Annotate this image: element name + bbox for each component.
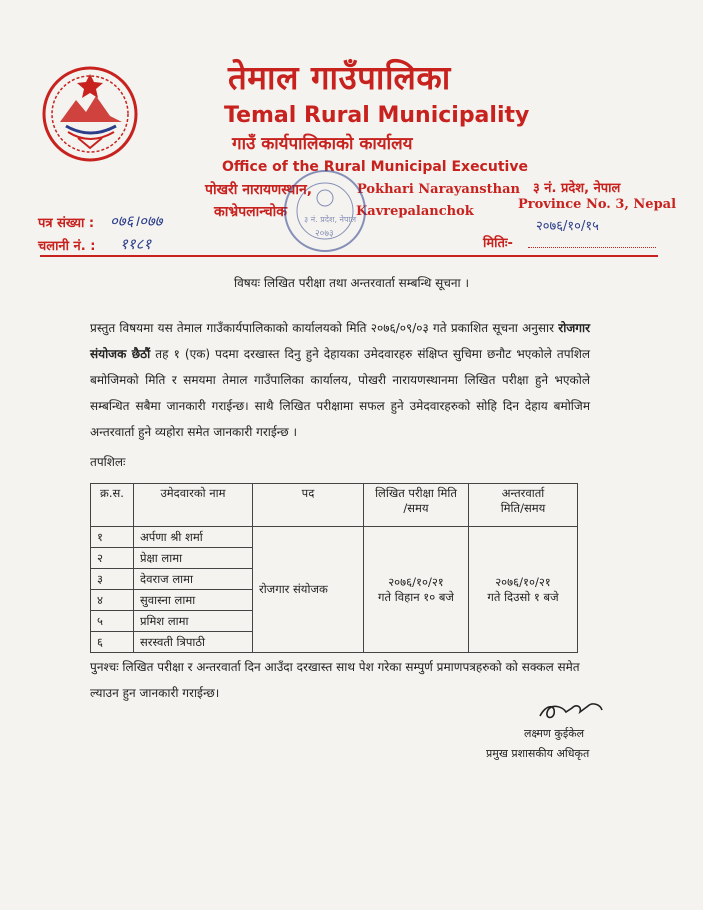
chalani-number-value: ११८१ (120, 235, 152, 253)
interview-time: गते दिउसो १ बजे (487, 589, 559, 604)
patra-number-label: पत्र संख्या : (38, 216, 95, 231)
paragraph-part-1: प्रस्तुत विषयमा यस तेमाल गाउँकार्यपालिकाको कार्यालयको मिति २०७६/०९/०३ गते प्रकाशित सूचना अनुसार (90, 321, 559, 335)
tapashil-label: तपशिलः (90, 455, 126, 469)
table-header-row (91, 484, 578, 527)
exam-date: २०७६/१०/२१ (388, 574, 444, 589)
exam-cell (364, 527, 469, 653)
chalani-number-label: चलानी नं. : (38, 239, 96, 254)
header-interview (469, 484, 578, 527)
office-title-en: Office of the Rural Municipal Executive (222, 159, 528, 175)
exam-time: गते विहान १० बजे (378, 589, 454, 604)
address-en: Pokhari Narayansthan (357, 182, 520, 197)
stamp-province: ३ नं. प्रदेश, नेपाल (304, 215, 357, 224)
row-sn: ४ (91, 590, 134, 611)
address-np: पोखरी नारायणस्थान, (205, 182, 313, 198)
row-sn: ५ (91, 611, 134, 632)
header-post: पद (253, 484, 364, 527)
stamp-circle-icon (282, 168, 368, 254)
handwritten-date: २०७६/१०/१५ (536, 219, 599, 234)
row-sn: २ (91, 548, 134, 569)
footnote: पुनश्चः लिखित परीक्षा र अन्तरवार्ता दिन आउँदा दरखास्त साथ पेश गरेका सम्पुर्ण प्रमाणपत्रहरुको को सक्कल समेत ल्याउन हुन जानकारी गराईन्छ। (90, 660, 580, 700)
header-exam (364, 484, 469, 527)
paragraph-bold-post: रोजगार संयोजक छैठौं (90, 321, 590, 361)
official-stamp (282, 168, 368, 254)
letterhead-divider (40, 255, 658, 257)
patra-number-value: ०७६।०७७ (110, 212, 163, 230)
notice-paragraph (90, 315, 590, 445)
header-name: उमेदवारको नाम (134, 484, 253, 527)
interview-cell (469, 527, 578, 653)
header-interview-line1: अन्तरवार्ता (501, 486, 545, 500)
municipality-title-en: Temal Rural Municipality (224, 103, 530, 128)
row-name: प्रेक्षा लामा (134, 548, 253, 569)
date-label: मितिः- (483, 236, 513, 251)
subject-line: विषयः लिखित परीक्षा तथा अन्तरवार्ता सम्बन्धि सूचना । (233, 276, 470, 290)
candidate-table (90, 483, 578, 653)
interview-date: २०७६/१०/२१ (495, 574, 551, 589)
row-sn: ६ (91, 632, 134, 653)
municipality-title-np: तेमाल गाउँपालिका (228, 58, 451, 97)
row-name: देवराज लामा (134, 569, 253, 590)
signatory-name: लक्ष्मण कुईकेल (524, 727, 585, 740)
table-row (91, 527, 578, 548)
row-name: सरस्वती त्रिपाठी (134, 632, 253, 653)
row-sn: ३ (91, 569, 134, 590)
header-exam-line2: /समय (403, 501, 429, 515)
district-en: Kavrepalanchok (356, 204, 474, 219)
signatory-title: प्रमुख प्रशासकीय अधिकृत (486, 747, 590, 760)
date-dotted-line (528, 236, 656, 248)
row-name: अर्पणा श्री शर्मा (134, 527, 253, 548)
office-title-np: गाउँ कार्यपालिकाको कार्यालय (232, 134, 413, 154)
district-np: काभ्रेपलान्चोक (214, 204, 288, 220)
municipality-emblem-icon (38, 60, 142, 168)
province-np: ३ नं. प्रदेश, नेपाल (533, 181, 621, 196)
stamp-year: २०७३ (315, 229, 334, 239)
row-sn: १ (91, 527, 134, 548)
signature-icon (536, 700, 606, 722)
header-sn: क्र.स. (91, 484, 134, 527)
row-name: प्रमिश लामा (134, 611, 253, 632)
header-exam-line1: लिखित परीक्षा मिति (375, 486, 457, 500)
row-name: सुवास्ना लामा (134, 590, 253, 611)
province-en: Province No. 3, Nepal (518, 197, 677, 212)
header-interview-line2: मिति/समय (500, 501, 546, 515)
paragraph-part-2: तह १ (एक) पदमा दरखास्त दिनु हुने देहायका उमेदवारहरु संक्षिप्त सुचिमा छनौट भएकोले तपशिल बमोजिमको मिति र समयमा तेमाल गाउँपालिका कार्यालय, पोखरी नारायणस्थानमा लिखित परीक्षा हुने भएकोले सम्बन्धित सबैमा जानकारी गराईन्छ। साथै लिखित परीक्षामा सफल हुने उमेदवारहरुको सोहि दिन देहाय बमोजिम अन्तरवार्ता हुने व्यहोरा समेत जानकारी गराईन्छ । (90, 347, 590, 439)
post-cell: रोजगार संयोजक (253, 527, 364, 653)
